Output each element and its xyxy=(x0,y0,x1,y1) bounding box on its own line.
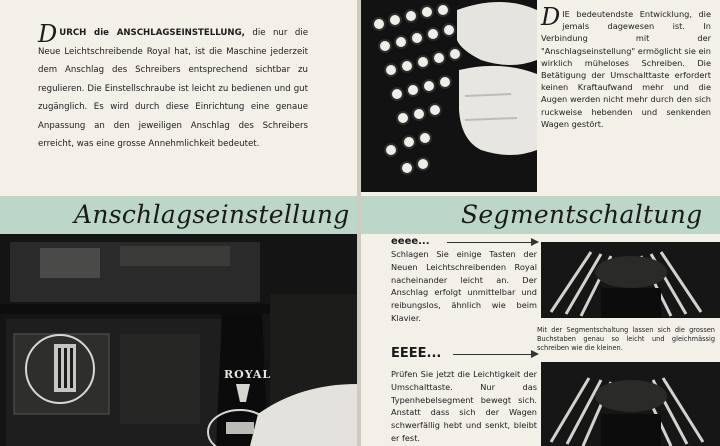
keyboard-illustration xyxy=(361,0,537,192)
block1-heading: eeee... xyxy=(391,236,430,247)
royal-brand-label: ROYAL xyxy=(224,368,272,381)
block1-arrow-head xyxy=(531,238,539,246)
block2-arrow-head xyxy=(531,350,539,358)
right-dropcap-letter: D xyxy=(541,3,561,31)
block1-paragraph: Schlagen Sie einige Tasten der Neuen Leichtschreibenden Royal nacheinander leicht an. Der Anschlag erfolgt unmittelbar und reibungslos, ähnlich wie beim Klavier. xyxy=(391,249,537,323)
section-title-segmentschaltung: Segmentschaltung xyxy=(461,200,703,229)
typewriter-body-illustration xyxy=(0,234,357,446)
segment-caption: Mit der Segmentschaltung lassen sich die grossen Buchstaben genau so leicht und gleichmässig schreiben wie die kleinen. xyxy=(537,326,715,352)
dropcap-letter: D xyxy=(38,20,58,48)
block1-arrow-line xyxy=(447,242,531,243)
typebars-illustration-1 xyxy=(541,242,720,318)
segment-intro-paragraph xyxy=(541,3,711,130)
block2-paragraph: Prüfen Sie jetzt die Leichtigkeit der Umschalttaste. Nur das Typenhebelsegment bewegt sich. Anstatt dass sich der Wagen schwerfällig hebt und senkt, bleibt er fest. xyxy=(391,369,537,443)
left-page xyxy=(0,0,357,446)
segment-intro-body: IE bedeutendste Entwicklung, die jemals dagewesen ist. In Verbindung mit der "Anschlagseinstellung" ermöglicht sie ein wirklich müheloses Schreiben. Die Betätigung der Umschalttaste erfordert keinen Kraftaufwand mehr und die Augen werden nicht mehr durch den sich ruckweise hebenden und senkenden Wagen gestört. xyxy=(541,9,711,129)
intro-body: die nur die Neue Leichtschreibende Royal hat, ist die Maschine jederzeit dem Anschlag des Schreibers entsprechend sichtbar zu regulieren. Die Einstellschraube ist leicht zu bedienen und gut zugänglich. Es wird durch diese Einrichtung eine genaue Anpassung an den jeweiligen Anschlag des Schreibers erreicht, was eine grosse Annehmlichkeit bedeutet. xyxy=(38,28,308,149)
typewriter-adjustment-photo xyxy=(0,234,357,446)
typebar-segment-photo-1 xyxy=(541,242,720,318)
typebar-segment-photo-2 xyxy=(541,362,720,446)
intro-lead-in: URCH die ANSCHLAGSEINSTELLUNG, xyxy=(59,28,245,38)
typebars-illustration-2 xyxy=(541,362,720,446)
anschlag-intro-paragraph xyxy=(38,20,308,154)
section-title-anschlagseinstellung: Anschlagseinstellung xyxy=(74,200,350,229)
right-page xyxy=(361,0,720,446)
keyboard-hands-photo xyxy=(361,0,537,192)
block2-heading: EEEE... xyxy=(391,346,442,361)
block2-arrow-line xyxy=(453,354,531,355)
